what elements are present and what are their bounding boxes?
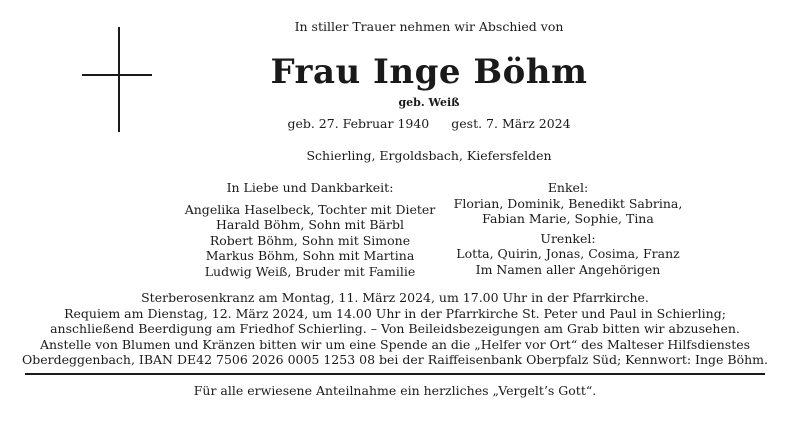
info-line: Oberdeggenbach, IBAN DE42 7506 2026 0005 1253 08 bei der Raiffeisenbank Oberpfalz Süd; Kennwort: Inge Böhm. [21, 352, 768, 367]
info-line: Anstelle von Blumen und Kränzen bitten wir um eine Spende an die „Helfer vor Ort“ des Malteser Hilfsdienstes [39, 336, 751, 352]
life-dates [0, 116, 790, 131]
grandchildren-line: Fabian Marie, Sophie, Tina [482, 211, 654, 226]
signature-line: Im Namen aller Angehörigen [475, 261, 661, 277]
mourner-line: Ludwig Weiß, Bruder mit Familie [204, 263, 416, 279]
grandchildren-heading: Enkel: [547, 180, 589, 195]
mourner-line: Harald Böhm, Sohn mit Bärbl [216, 217, 404, 232]
footer-thanks: Für alle erwiesene Anteilnahme ein herzliches „Vergelt’s Gott“. [193, 383, 597, 398]
deceased-name: Frau Inge Böhm [270, 52, 588, 92]
mourner-line: Markus Böhm, Sohn mit Martina [205, 248, 415, 263]
mourner-line: Angelika Haselbeck, Tochter mit Dieter [184, 201, 436, 217]
great-grandchildren-line: Lotta, Quirin, Jonas, Cosima, Franz [456, 246, 680, 261]
info-line: Requiem am Dienstag, 12. März 2024, um 14.00 Uhr in der Pfarrkirche St. Peter und Paul in Schierling; [64, 305, 726, 321]
maiden-name: geb. Weiß [398, 96, 460, 109]
intro-text: In stiller Trauer nehmen wir Abschied von [294, 19, 564, 34]
death-date: gest. 7. März 2024 [451, 116, 571, 131]
service-information [0, 290, 790, 368]
birth-date: geb. 27. Februar 1940 [287, 116, 430, 131]
mourners-heading: In Liebe und Dankbarkeit: [226, 180, 394, 195]
grandchildren-column [388, 180, 748, 277]
info-line: anschließend Beerdigung am Friedhof Schierling. – Von Beileidsbezeigungen am Grab bitten wir abzusehen. [50, 321, 740, 336]
mourner-line: Robert Böhm, Sohn mit Simone [209, 232, 411, 248]
info-line: Sterberosenkranz am Montag, 11. März 2024, um 17.00 Uhr in der Pfarrkirche. [141, 290, 649, 305]
places: Schierling, Ergoldsbach, Kiefersfelden [306, 148, 552, 163]
grandchildren-line: Florian, Dominik, Benedikt Sabrina, [453, 195, 683, 211]
great-grandchildren-heading: Urenkel: [540, 230, 596, 246]
divider [25, 373, 765, 375]
